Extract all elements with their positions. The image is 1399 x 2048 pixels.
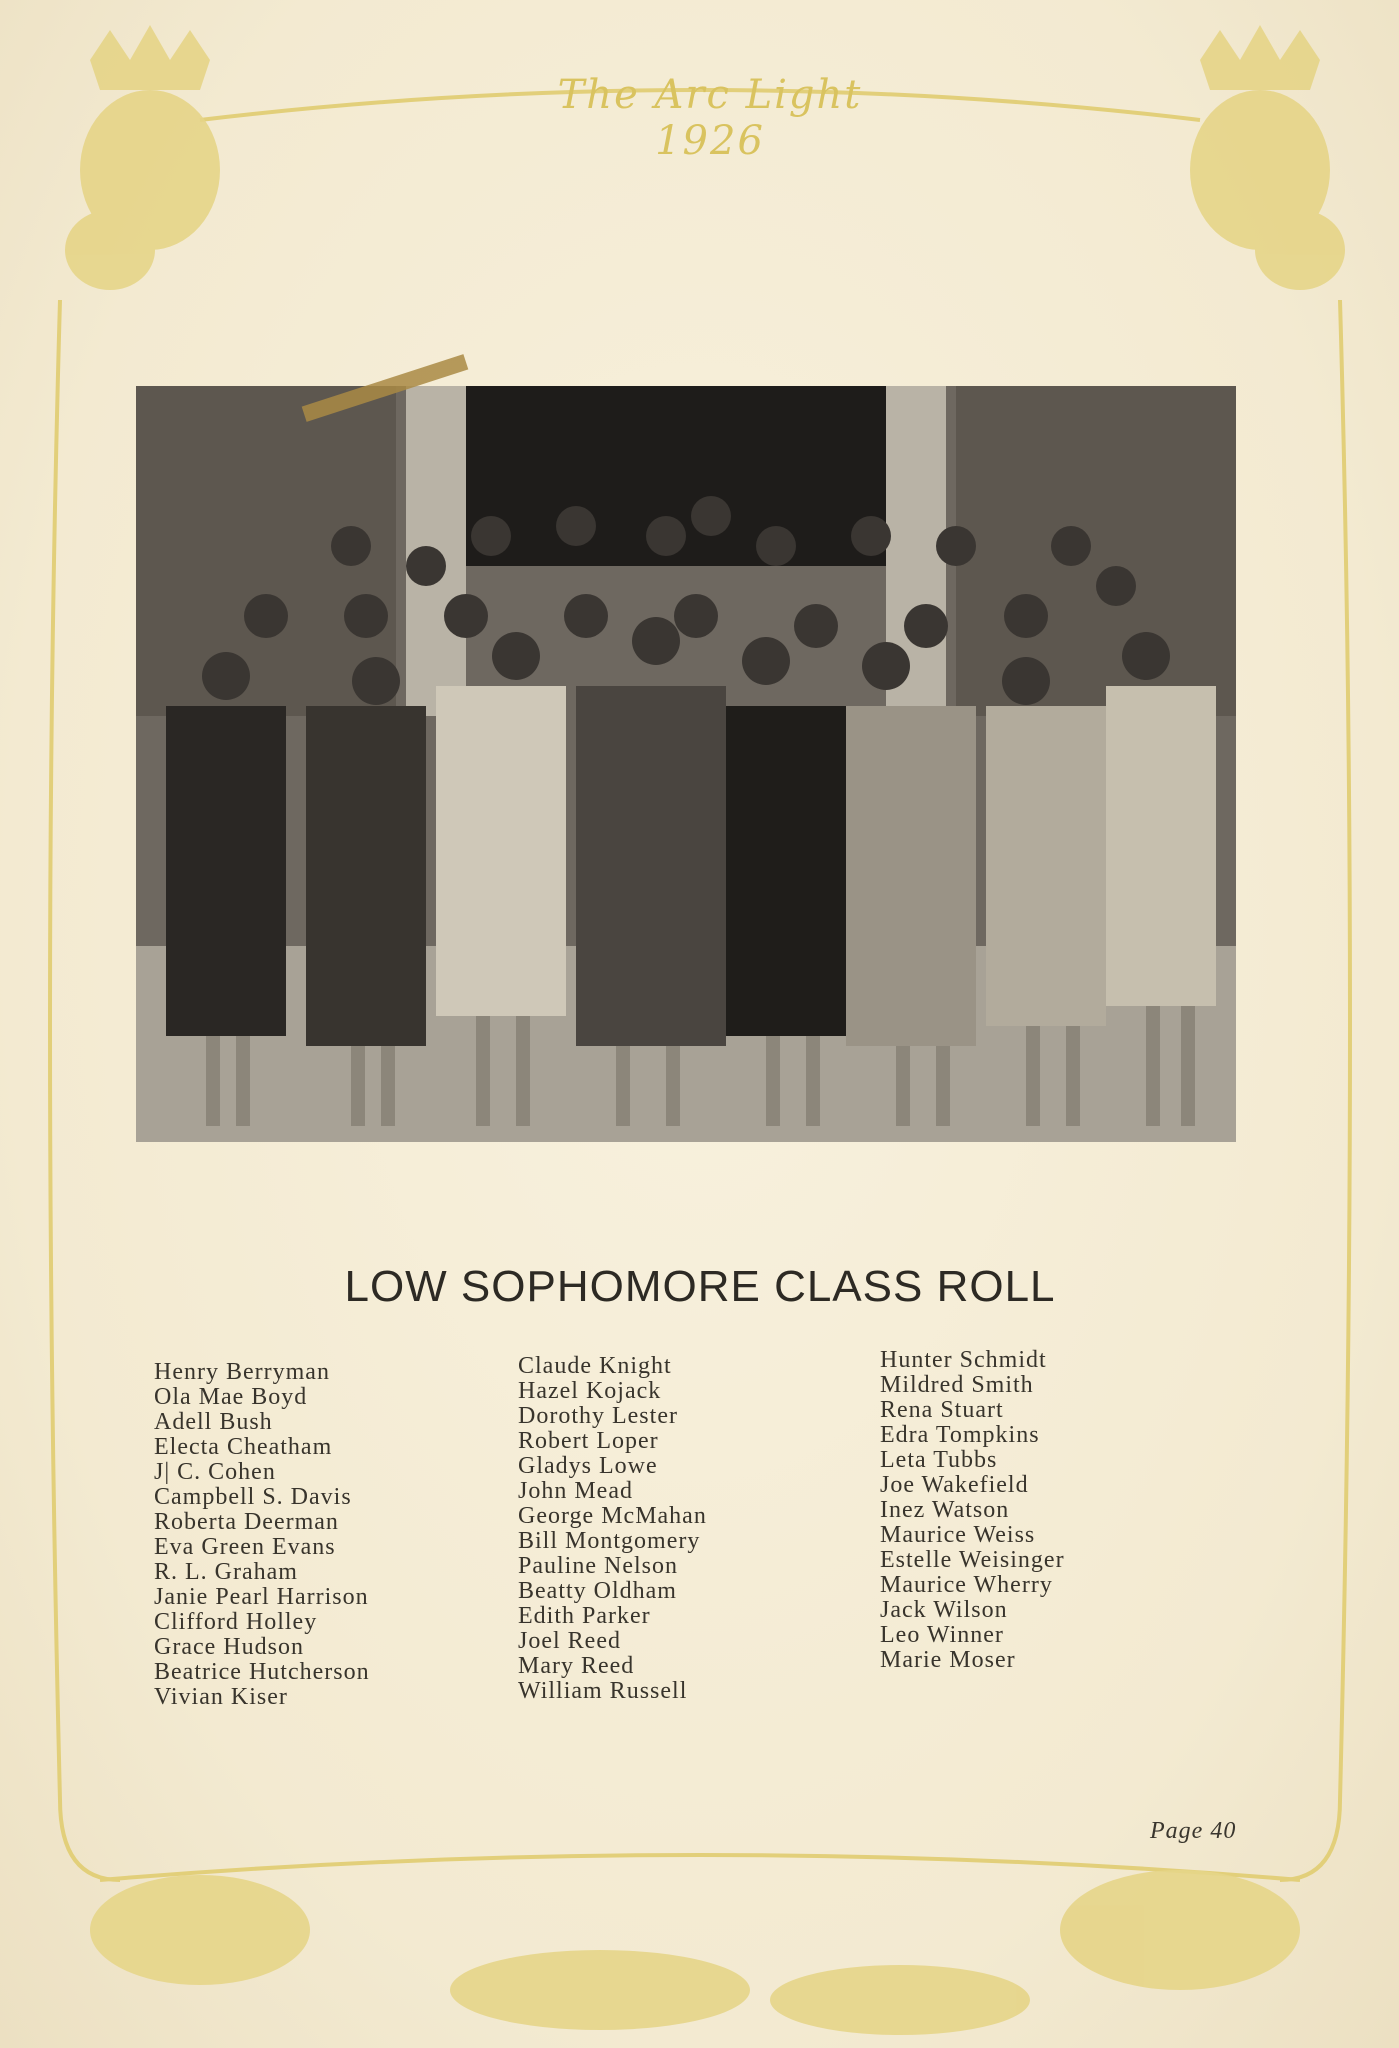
roll-name: Mary Reed [518,1653,635,1679]
roll-name: Hazel Kojack [518,1378,662,1404]
roll-name: Hunter Schmidt [880,1347,1047,1373]
roll-name: Maurice Wherry [880,1572,1053,1598]
roll-name: Vivian Kiser [154,1684,288,1710]
roll-name: William Russell [518,1678,688,1704]
roll-name: Maurice Weiss [880,1522,1036,1548]
roll-name: Joel Reed [518,1628,621,1654]
roll-name: Janie Pearl Harrison [154,1584,369,1610]
roll-name: Adell Bush [154,1409,273,1435]
roll-name: J| C. Cohen [154,1459,276,1485]
roll-name: Inez Watson [880,1497,1010,1523]
roll-name: Eva Green Evans [154,1534,336,1560]
roll-name: Joe Wakefield [880,1472,1029,1498]
roll-name: Edra Tompkins [880,1422,1040,1448]
roll-name: Roberta Deerman [154,1509,339,1535]
yearbook-header-title: The Arc Light 1926 [557,72,863,164]
roll-name: Gladys Lowe [518,1453,658,1479]
roll-name: Mildred Smith [880,1372,1034,1398]
roll-name: Jack Wilson [880,1597,1008,1623]
roll-name: John Mead [518,1478,633,1504]
roll-name: R. L. Graham [154,1559,298,1585]
roll-name: Henry Berryman [154,1359,330,1385]
roll-name: Leta Tubbs [880,1447,998,1473]
roll-name: George McMahan [518,1503,707,1529]
roll-name: Rena Stuart [880,1397,1004,1423]
class-group-photo [136,386,1236,1142]
group-photo-image [136,386,1236,1142]
roll-name: Claude Knight [518,1353,672,1379]
roll-column-3 [880,1348,1220,1673]
roll-name: Leo Winner [880,1622,1004,1648]
class-roll-title: LOW SOPHOMORE CLASS ROLL [344,1262,1056,1311]
roll-name: Marie Moser [880,1647,1016,1673]
roll-name: Pauline Nelson [518,1553,678,1579]
roll-name: Estelle Weisinger [880,1547,1065,1573]
roll-name: Clifford Holley [154,1609,318,1635]
roll-name: Robert Loper [518,1428,659,1454]
roll-name: Beatty Oldham [518,1578,677,1604]
roll-name: Grace Hudson [154,1634,304,1660]
roll-name: Campbell S. Davis [154,1484,352,1510]
roll-name: Edith Parker [518,1603,651,1629]
roll-name: Bill Montgomery [518,1528,701,1554]
roll-name: Ola Mae Boyd [154,1384,308,1410]
roll-column-1 [154,1360,494,1710]
page-number: Page 40 [1150,1818,1237,1844]
roll-column-2 [518,1354,858,1704]
roll-name: Beatrice Hutcherson [154,1659,370,1685]
roll-name: Electa Cheatham [154,1434,333,1460]
roll-name: Dorothy Lester [518,1403,678,1429]
